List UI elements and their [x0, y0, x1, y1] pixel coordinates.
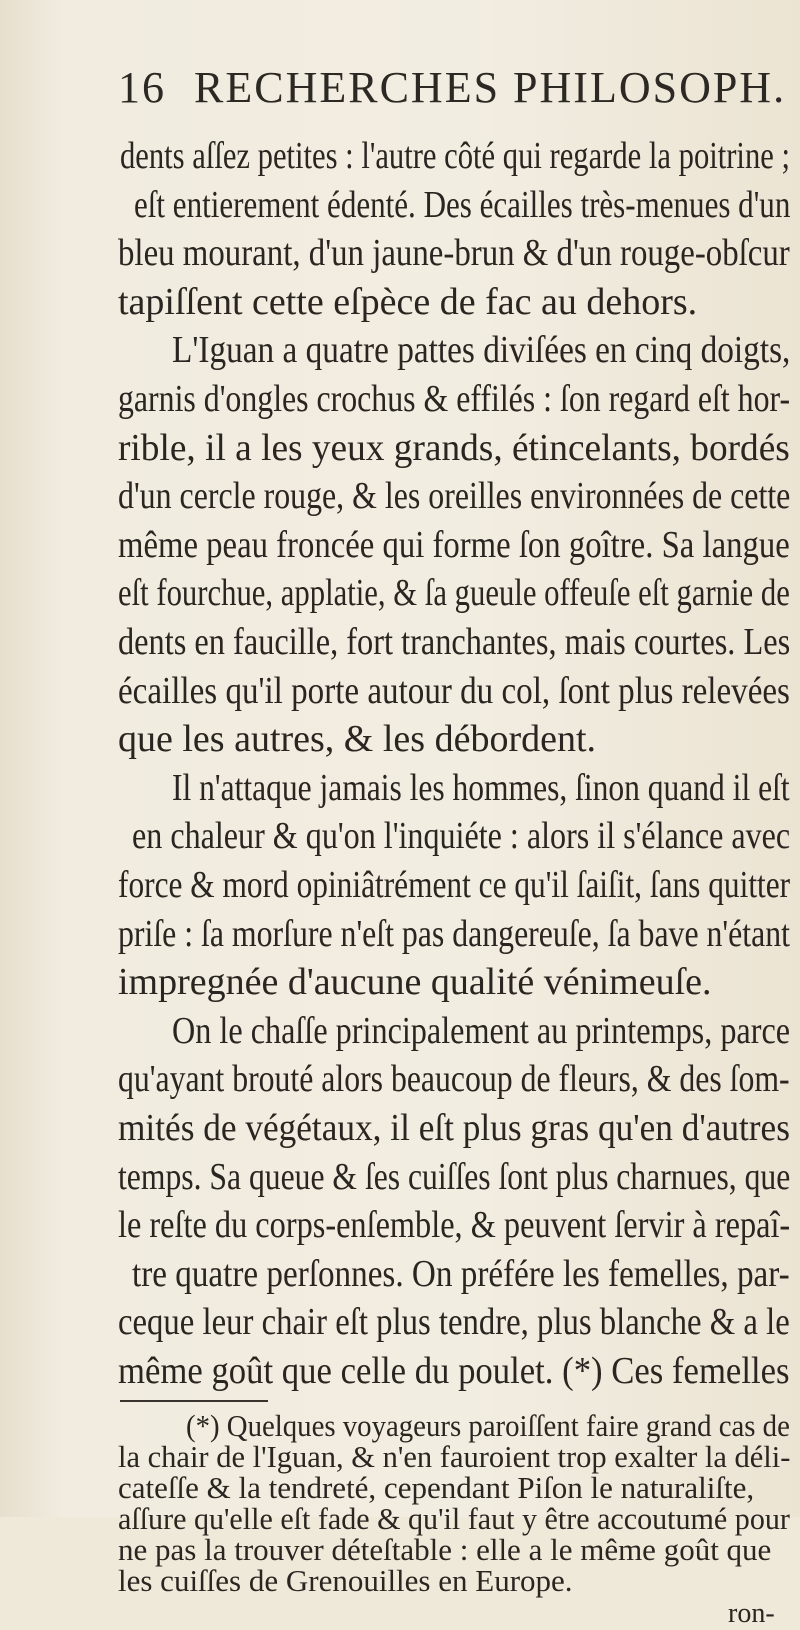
text-line: même goût que celle du poulet. (*) Ces femelles — [118, 1350, 790, 1392]
footnote-rule — [120, 1400, 268, 1402]
text-line: en chaleur & qu'on l'inquiéte : alors il s'élance avec — [132, 815, 791, 858]
text-line: dents aſſez petites : l'autre côté qui regarde la poitrine ; — [120, 135, 790, 177]
running-title: RECHERCHES PHILOSOPH. — [194, 63, 787, 112]
text-line: priſe : ſa morſure n'eſt pas dangereuſe, ſa bave n'étant — [118, 912, 790, 955]
running-header — [118, 62, 798, 122]
text-line: eſt entierement édenté. Des écailles très-menues d'un — [134, 183, 791, 226]
footnote-line: (*) Quelques voyageurs paroiſſent faire grand cas de — [186, 1407, 790, 1443]
text-line: rible, il a les yeux grands, étincelants, bordés — [118, 426, 790, 469]
text-line: tre quatre perſonnes. On préfére les femelles, par- — [132, 1252, 790, 1295]
text-line: garnis d'ongles crochus & effilés : ſon regard eſt hor- — [118, 378, 791, 420]
text-line: L'Iguan a quatre pattes diviſées en cinq doigts, — [172, 329, 791, 372]
footnote-line: cateſſe & la tendreté, cependant Piſon le naturaliſte, — [118, 1469, 755, 1505]
text-line: eſt fourchue, applatie, & ſa gueule offeuſe eſt garnie de — [118, 572, 790, 615]
text-line: temps. Sa queue & ſes cuiſſes ſont plus charnues, que — [118, 1155, 791, 1198]
text-line: d'un cercle rouge, & les oreilles environnées de cette — [118, 475, 791, 518]
text-line: tapiſſent cette eſpèce de fac au dehors. — [118, 280, 698, 323]
page-number: 16 — [118, 63, 166, 112]
text-line: écailles qu'il porte autour du col, ſont plus relevées — [118, 669, 790, 712]
text-line: On le chaſſe principalement au printemps, parce — [172, 1009, 791, 1052]
footnote-line: aſſure qu'elle eſt fade & qu'il faut y être accoutumé pour — [118, 1500, 790, 1536]
text-line: ceque leur chair eſt plus tendre, plus blanche & a le — [118, 1301, 790, 1344]
text-line: Il n'attaque jamais les hommes, ſinon quand il eſt — [172, 766, 790, 809]
footnote-line: la chair de l'Iguan, & n'en fauroient trop exalter la déli- — [118, 1438, 791, 1474]
footnote-line: ne pas la trouver déteſtable : elle a le même goût que — [118, 1531, 772, 1567]
text-line: le reſte du corps-enſemble, & peuvent ſervir à repaî- — [118, 1204, 791, 1247]
text-line: impregnée d'aucune qualité vénimeuſe. — [118, 961, 712, 1004]
text-line: force & mord opiniâtrément ce qu'il ſaiſit, ſans quitter — [118, 864, 791, 906]
catchword: ron- — [728, 1597, 775, 1629]
footnote-line: les cuiſſes de Grenouilles en Europe. — [118, 1562, 573, 1598]
text-line: que les autres, & les débordent. — [118, 718, 597, 761]
text-line: même peau froncée qui forme ſon goître. Sa langue — [118, 523, 790, 566]
text-line: bleu mourant, d'un jaune-brun & d'un rouge-obſcur — [118, 232, 790, 275]
text-line: mités de végétaux, il eſt plus gras qu'en d'autres — [118, 1107, 790, 1149]
text-line: dents en faucille, fort tranchantes, mais courtes. Les — [118, 621, 791, 663]
text-line: qu'ayant brouté alors beaucoup de fleurs, & des ſom- — [118, 1058, 790, 1101]
